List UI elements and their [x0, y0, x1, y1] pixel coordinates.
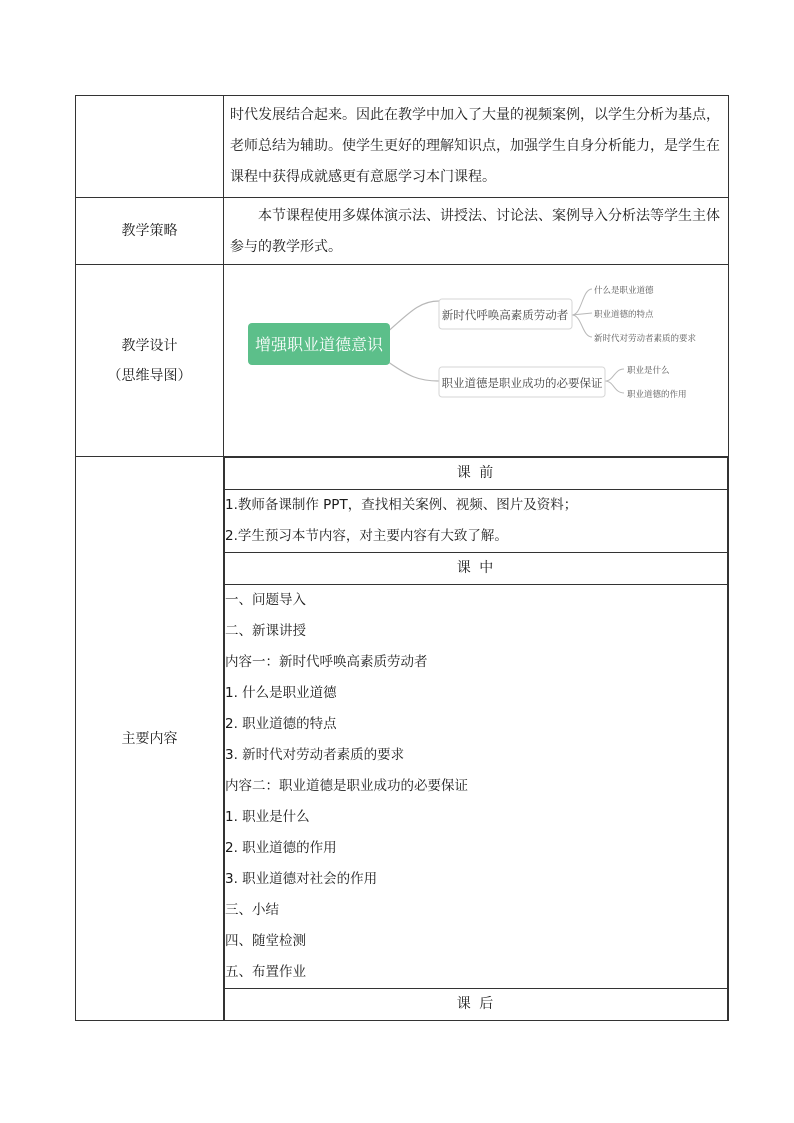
mind-map-root: 增强职业道德意识	[254, 335, 384, 354]
mind-map-cell	[224, 265, 729, 457]
row-strategy	[76, 198, 729, 265]
mind-map-leaf: 什么是职业道德	[594, 286, 654, 296]
lesson-plan-table	[75, 95, 729, 1021]
strategy-text	[224, 198, 729, 265]
row-content	[76, 457, 729, 1021]
before-class-section	[225, 490, 728, 553]
during-class-line: 1. 职业是什么	[225, 809, 310, 825]
before-class-line: 2.学生预习本节内容，对主要内容有大致了解。	[225, 528, 508, 544]
during-class-line: 1. 什么是职业道德	[225, 685, 337, 701]
mind-map	[224, 265, 729, 452]
content-subtable	[224, 457, 728, 1020]
during-class-line: 五、布置作业	[225, 964, 306, 980]
during-class-line: 3. 新时代对劳动者素质的要求	[225, 747, 405, 763]
mind-map-leaf: 职业道德的特点	[594, 310, 654, 320]
during-class-line: 四、随堂检测	[225, 933, 306, 949]
continuation-text	[224, 96, 729, 198]
during-class-line: 一、问题导入	[225, 592, 306, 608]
mind-map-leaf: 职业是什么	[627, 366, 670, 376]
mind-map-leaf: 职业道德的作用	[627, 390, 687, 400]
lesson-plan-document	[75, 95, 728, 1021]
connector-branch2	[384, 359, 439, 381]
continuation-line: 老师总结为辅助。使学生更好的理解知识点，加强学生自身分析能力，是学生在	[230, 138, 720, 154]
during-class-heading: 课 中	[225, 553, 728, 585]
mind-map-branch2: 职业道德是职业成功的必要保证	[441, 376, 603, 390]
during-class-line: 2. 职业道德的特点	[225, 716, 337, 732]
content-cell	[224, 457, 729, 1021]
connector-leaf	[572, 315, 592, 337]
during-class-section	[225, 585, 728, 989]
during-class-line: 二、新课讲授	[225, 623, 306, 639]
before-class-heading: 课 前	[225, 458, 728, 490]
strategy-label: 教学策略	[76, 198, 224, 265]
connector-leaf	[605, 381, 624, 393]
strategy-line: 本节课程使用多媒体演示法、讲授法、讨论法、案例导入分析法等学生主体	[258, 208, 720, 224]
during-class-line: 内容一：新时代呼唤高素质劳动者	[225, 654, 428, 670]
design-label: 教学设计	[121, 337, 178, 354]
strategy-line: 参与的教学形式。	[230, 239, 342, 255]
row-design	[76, 265, 729, 457]
content-label: 主要内容	[76, 457, 224, 1021]
connector-leaf	[605, 369, 624, 381]
before-class-line: 1.教师备课制作 PPT，查找相关案例、视频、图片及资料；	[225, 497, 578, 513]
design-sublabel: （思维导图）	[107, 367, 192, 384]
continuation-line: 时代发展结合起来。因此在教学中加入了大量的视频案例，以学生分析为基点，	[230, 107, 720, 123]
design-label-cell	[76, 265, 224, 457]
during-class-line: 三、小结	[225, 902, 279, 918]
during-class-line: 内容二：职业道德是职业成功的必要保证	[225, 778, 468, 794]
connector-branch1	[384, 301, 439, 335]
after-class-heading: 课 后	[225, 989, 728, 1021]
row-continuation	[76, 96, 729, 198]
mind-map-branch1: 新时代呼唤高素质劳动者	[441, 308, 569, 322]
during-class-line: 2. 职业道德的作用	[225, 840, 337, 856]
continuation-line: 课程中获得成就感更有意愿学习本门课程。	[230, 169, 496, 185]
empty-label-cell	[76, 96, 224, 198]
connector-leaf	[572, 289, 592, 315]
during-class-line: 3. 职业道德对社会的作用	[225, 871, 378, 887]
mind-map-leaf: 新时代对劳动者素质的要求	[594, 334, 697, 344]
